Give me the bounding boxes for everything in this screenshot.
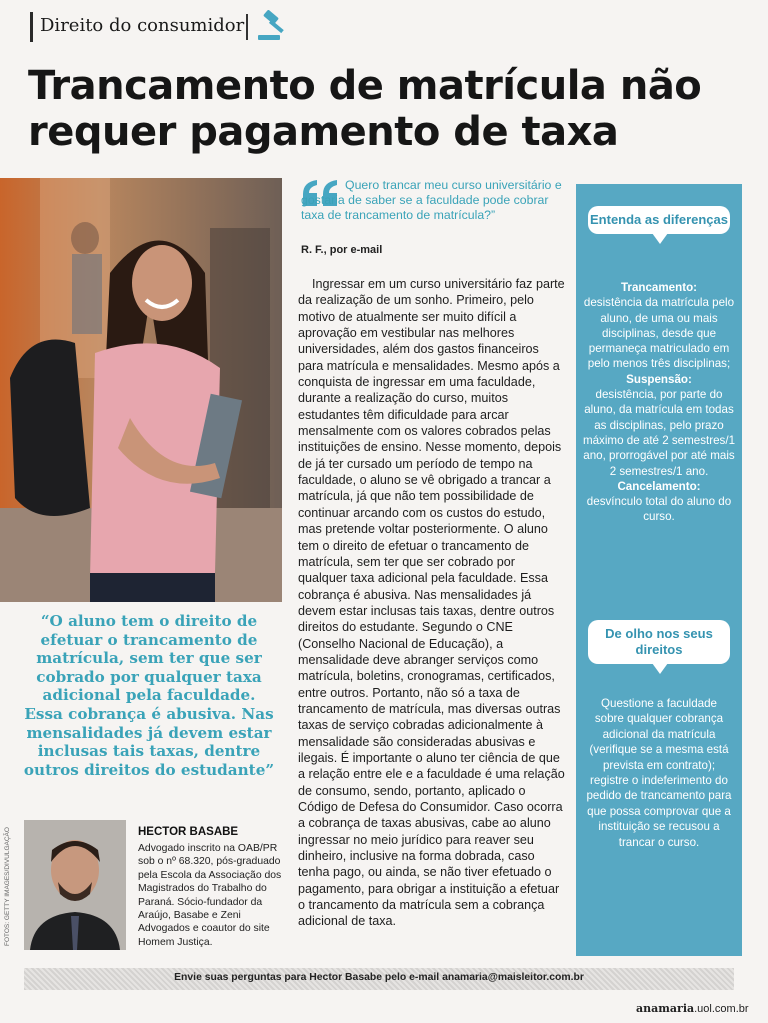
site-brand-bold: anamaria	[636, 1002, 695, 1015]
difference-item	[582, 280, 736, 372]
site-brand-domain: .uol.com.br	[694, 1003, 749, 1015]
site-url[interactable]	[636, 1002, 749, 1015]
difference-item	[582, 372, 736, 479]
rights-text: Questione a faculdade sobre qualquer cobrança adicional da matrícula (verifique se a mesma está prevista em contrato); registre o indeferimento do pedido de trancamento para que possa comprovar que a instituição se recusou a trancar o curso.	[586, 697, 732, 849]
difference-text: desistência da matrícula pelo aluno, de uma ou mais disciplinas, desde que permaneça matriculado em pelo menos três disciplinas;	[583, 296, 735, 371]
difference-term: Cancelamento:	[617, 479, 701, 493]
author-bio: Advogado inscrito na OAB/PR sob o nº 68.320, pós-graduado pela Escola da Associação dos Magistrados do Trabalho do Paraná. Sócio-fundador da Araújo, Basabe e Zeni Advogados e coautor do site Homem Justiça.	[138, 843, 282, 948]
sidebar-title-differences: Entenda as diferenças	[588, 206, 730, 234]
headline: Trancamento de matrícula não requer pagamento de taxa	[28, 63, 702, 155]
gavel-icon	[256, 10, 290, 42]
difference-text: desistência, por parte do aluno, da matrícula em todas as disciplinas, pelo prazo máximo de até 2 semestres/1 ano, prorrogável por até mais 2 semestres/1 ano.	[582, 388, 736, 478]
section-separator	[246, 14, 248, 40]
author-photo	[24, 820, 126, 950]
reader-question: Quero trancar meu curso universitário e gostaria de saber se a faculdade pode cobrar taxa de trancamento de matrícula?”	[301, 178, 562, 223]
differences-list	[582, 280, 736, 525]
question-author: R. F., por e-mail	[301, 244, 383, 256]
sidebar-box	[576, 184, 742, 956]
pull-quote: “O aluno tem o direito de efetuar o trancamento de matrícula, sem ter que ser cobrado por qualquer taxa adicional pela faculdade. Essa cobrança é abusiva. Nas mensalidades já devem estar inclusas tais taxas, dentre outros direitos do estudante”	[23, 612, 275, 779]
section-rule	[30, 12, 33, 42]
difference-term: Suspensão:	[626, 372, 692, 386]
difference-term: Trancamento:	[620, 281, 698, 294]
difference-item	[582, 479, 736, 525]
photo-credit: FOTOS: GETTY IMAGES/DIVULGAÇÃO	[4, 827, 11, 947]
section-title: Direito do consumidor	[40, 15, 245, 36]
footer-contact: Envie suas perguntas para Hector Basabe pelo e-mail anamaria@maisleitor.com.br	[174, 972, 584, 983]
student-photo	[0, 178, 282, 602]
sidebar-title-rights: De olho nos seus direitos	[588, 620, 730, 664]
difference-text: desvínculo total do aluno do curso.	[586, 495, 732, 524]
article-body: Ingressar em um curso universitário faz parte da realização de um sonho. Primeiro, pelo motivo de atualmente ser muito difícil a aprovação em vestibular nas melhores universidades, além dos gastos financeiros para matrícula e mensalidades. Mesmo após a conquista de ingressar em uma faculdade, durante a realização do curso, muitos estudantes têm dificuldade para arcar mensalmente com os valores cobrados pelas instituições de ensino. Nesse momento, depois de já ter cursado um período de tempo na faculdade, o aluno se vê obrigado a trancar a matrícula, já que não tem possibilidade de continuar arcando com os custos do estudo, mas pretende voltar posteriormente. O aluno tem o direito de efetuar o trancamento de matrícula, sem ter que ser cobrado por qualquer taxa adicional pela faculdade. Essa cobrança é abusiva. Nas mensalidades já devem estar inclusas tais taxas, dentre outros direitos do estudante. Segundo o CNE (Conselho Nacional de Educação), a mensalidade deve abranger serviços como matrícula, boletins, cronogramas, certificados, entre outros. Portanto, não só a taxa de trancamento de matrícula, mas diversas outras taxas de serviço cobradas adicionalmente à mensalidade são consideradas abusivas e ilegais. É importante o aluno ter ciência de que a relação entre ele e a faculdade é uma relação de consumo, sendo, portanto, aplicado o Código de Defesa do Consumidor. Caso ocorra a cobrança de taxas abusivas, cabe ao aluno ingressar no meio jurídico para reaver seu dinheiro, inclusive na forma dobrada, caso tenha pago, ou ainda, se não tiver efetuado o pagamento, para obrigar a instituição a efetuar o trancamento da matrícula sem a cobrança adicional de taxa.	[298, 277, 565, 929]
author-name: HECTOR BASABE	[138, 826, 239, 838]
